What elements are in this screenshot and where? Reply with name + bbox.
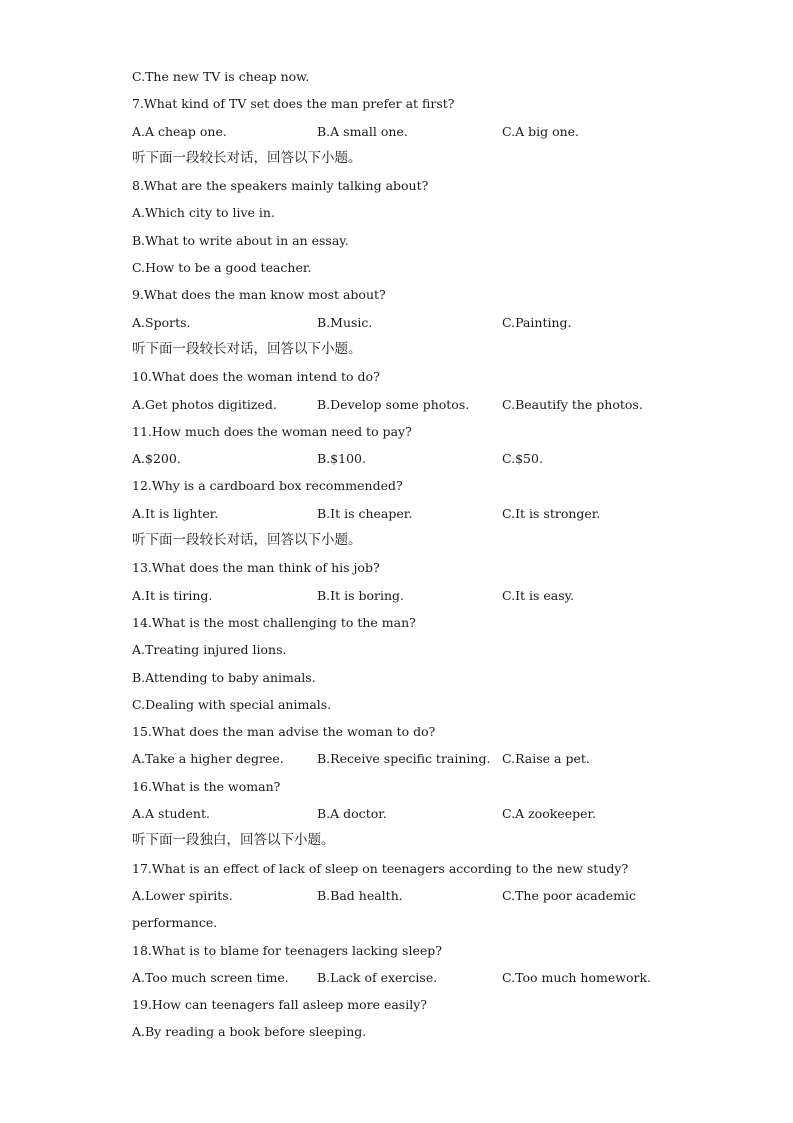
option-a: A.Lower spirits.: [132, 887, 233, 903]
option-c: C.Raise a pet.: [502, 751, 590, 767]
question-text: 17.What is an effect of lack of sleep on teenagers according to the new study?: [132, 860, 629, 876]
option-b: B.A small one.: [317, 123, 408, 139]
question-text: 13.What does the man think of his job?: [132, 560, 380, 576]
options-row: [132, 882, 732, 909]
option-a: A.It is lighter.: [132, 505, 219, 521]
exam-page: [132, 63, 732, 1046]
option-c: C.A zookeeper.: [502, 806, 597, 822]
option-b: B.Lack of exercise.: [317, 969, 438, 985]
option-c: C.Painting.: [502, 314, 572, 330]
option-c: C.Beautify the photos.: [502, 396, 643, 412]
option-c: C.Too much homework.: [502, 969, 651, 985]
option-c: C.A big one.: [502, 123, 580, 139]
option-a: A.Take a higher degree.: [132, 751, 284, 767]
option-a: A.$200.: [132, 451, 181, 467]
option-b: B.Develop some photos.: [317, 396, 470, 412]
answer-option-line: B.Attending to baby animals.: [132, 669, 316, 685]
answer-option-line: C.Dealing with special animals.: [132, 696, 332, 712]
option-a: A.A cheap one.: [132, 123, 227, 139]
question-text: 7.What kind of TV set does the man prefer at first?: [132, 96, 455, 112]
options-row: [132, 309, 732, 336]
options-row: [132, 445, 732, 472]
option-a: A.Too much screen time.: [132, 969, 289, 985]
option-b: B.Music.: [317, 314, 373, 330]
question-text: 11.How much does the woman need to pay?: [132, 423, 412, 439]
question-text: 16.What is the woman?: [132, 778, 281, 794]
section-instruction: 听下面一段独白，回答以下小题。: [132, 832, 335, 849]
question-text: 9.What does the man know most about?: [132, 287, 386, 303]
option-b: B.A doctor.: [317, 806, 387, 822]
options-row: [132, 500, 732, 527]
options-row: [132, 391, 732, 418]
section-instruction: 听下面一段较长对话，回答以下小题。: [132, 340, 362, 357]
option-b: B.$100.: [317, 451, 366, 467]
option-a: A.Get photos digitized.: [132, 396, 277, 412]
option-b: B.It is cheaper.: [317, 505, 413, 521]
option-c: C.It is easy.: [502, 587, 575, 603]
question-text: 8.What are the speakers mainly talking about?: [132, 178, 429, 194]
option-a: A.It is tiring.: [132, 587, 213, 603]
option-c: C.$50.: [502, 451, 543, 467]
question-text: 10.What does the woman intend to do?: [132, 369, 380, 385]
section-instruction: 听下面一段较长对话，回答以下小题。: [132, 532, 362, 549]
option-b: B.Bad health.: [317, 887, 403, 903]
question-text: 12.Why is a cardboard box recommended?: [132, 478, 403, 494]
options-row: [132, 582, 732, 609]
question-text: 14.What is the most challenging to the man?: [132, 614, 416, 630]
question-text: 19.How can teenagers fall asleep more easily?: [132, 997, 427, 1013]
answer-option-line: B.What to write about in an essay.: [132, 232, 349, 248]
answer-option-line: C.The new TV is cheap now.: [132, 69, 310, 84]
option-b: B.It is boring.: [317, 587, 405, 603]
question-text: 18.What is to blame for teenagers lacking sleep?: [132, 942, 442, 958]
answer-option-line: A.Treating injured lions.: [132, 642, 287, 658]
option-c: C.The poor academic: [502, 887, 637, 903]
options-row: [132, 964, 732, 991]
options-row: [132, 800, 732, 827]
answer-option-line: performance.: [132, 915, 218, 931]
options-row: [132, 118, 732, 145]
option-c: C.It is stronger.: [502, 505, 601, 521]
section-instruction: 听下面一段较长对话，回答以下小题。: [132, 149, 362, 166]
options-row: [132, 745, 732, 772]
answer-option-line: A.Which city to live in.: [132, 205, 275, 221]
answer-option-line: C.How to be a good teacher.: [132, 260, 312, 276]
question-text: 15.What does the man advise the woman to do?: [132, 724, 436, 740]
option-a: A.A student.: [132, 806, 210, 822]
answer-option-line: A.By reading a book before sleeping.: [132, 1024, 367, 1040]
option-b: B.Receive specific training.: [317, 751, 491, 767]
option-a: A.Sports.: [132, 314, 191, 330]
